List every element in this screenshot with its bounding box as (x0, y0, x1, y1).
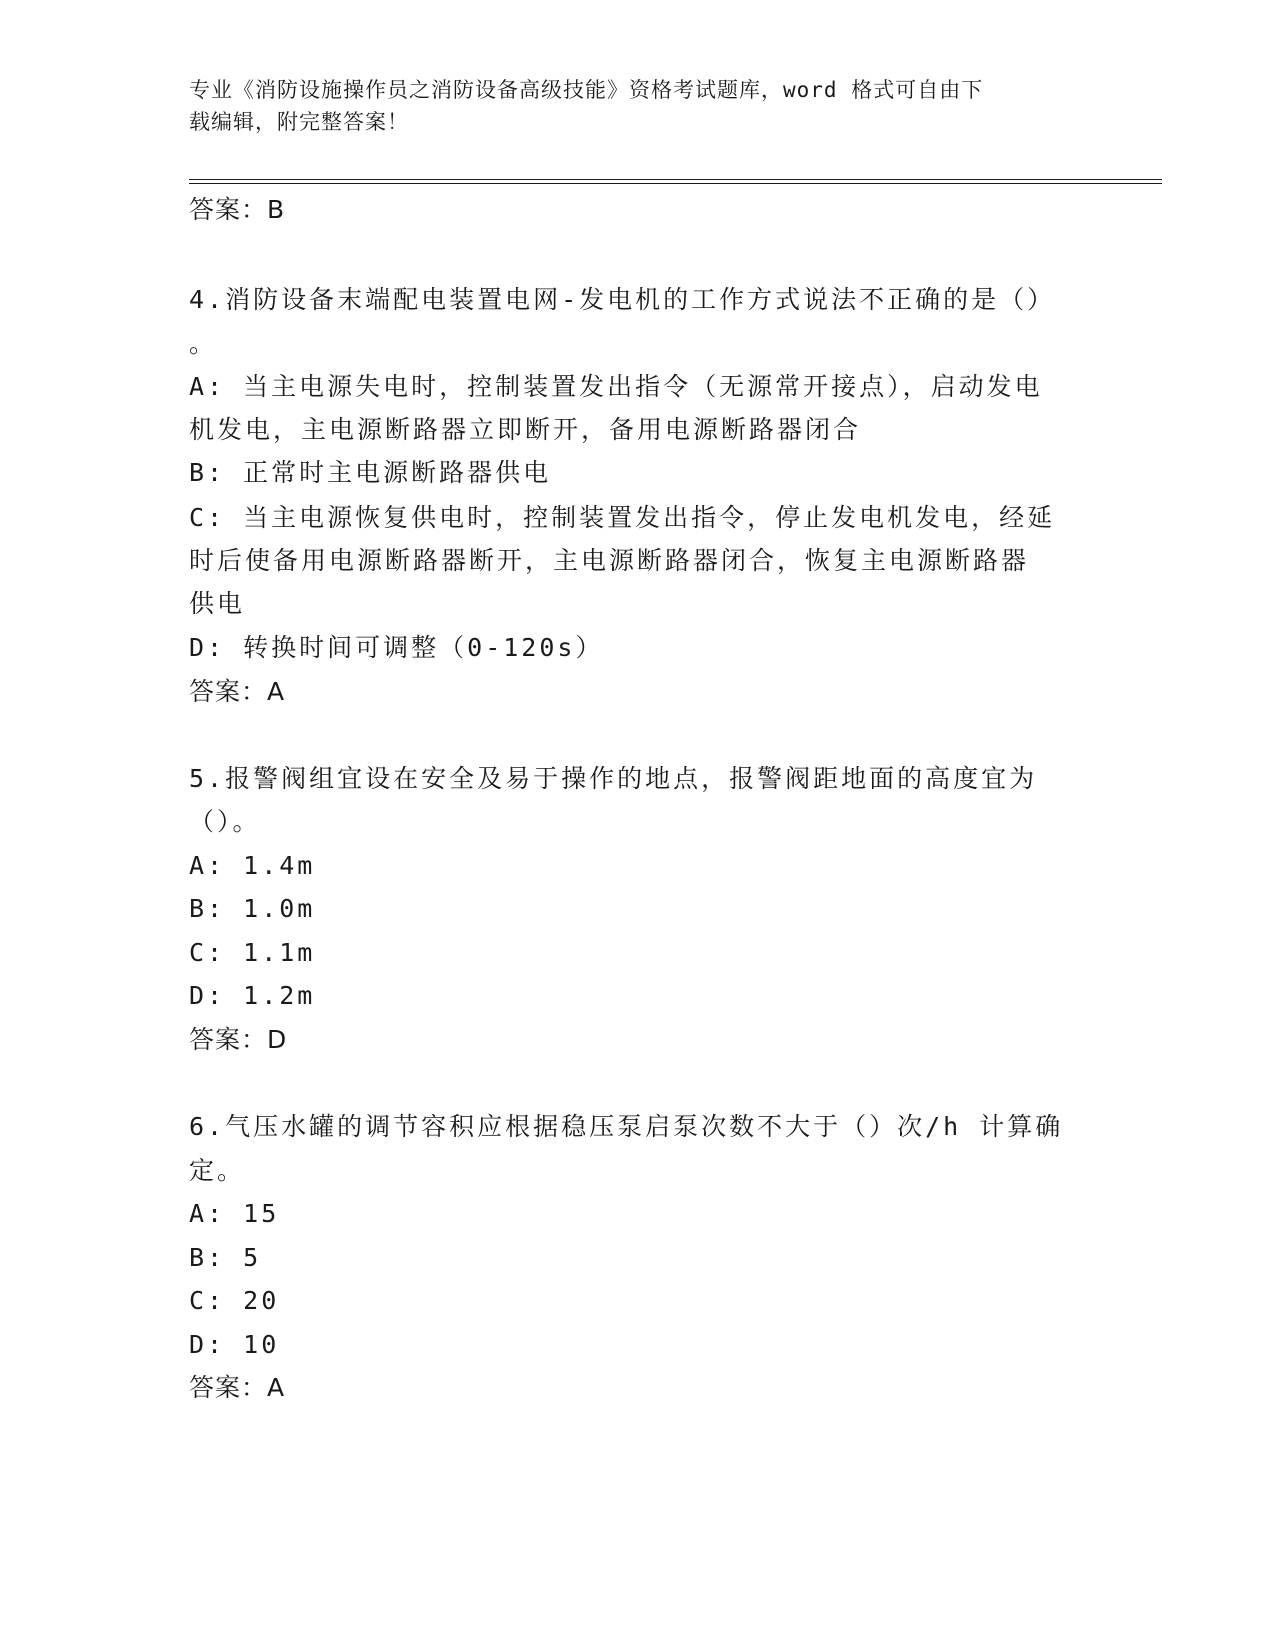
question-5-option-b: B: 1.0m (189, 894, 316, 923)
header-divider-bottom (189, 183, 1162, 184)
question-4-answer: 答案：A (189, 677, 286, 706)
question-6-answer: 答案：A (189, 1373, 286, 1402)
question-6-option-c: C: 20 (189, 1286, 280, 1315)
question-4-option-b: B: 正常时主电源断路器供电 (189, 458, 552, 487)
question-4-option-c-line-1: C: 当主电源恢复供电时，控制装置发出指令，停止发电机发电，经延 (189, 503, 1056, 532)
question-4-option-c-line-3: 供电 (189, 589, 246, 618)
question-5-answer: 答案：D (189, 1025, 288, 1054)
question-5-stem-line-1: 5.报警阀组宜设在安全及易于操作的地点，报警阀距地面的高度宜为 (189, 764, 1038, 793)
question-5-stem-line-2: （）。 (189, 807, 261, 836)
question-6-option-a: A: 15 (189, 1199, 280, 1228)
question-4-option-a-line-2: 机发电，主电源断路器立即断开，备用电源断路器闭合 (189, 415, 862, 444)
header-line-1: 专业《消防设施操作员之消防设备高级技能》资格考试题库，word 格式可自由下 (189, 78, 984, 102)
question-4-option-c-line-2: 时后使备用电源断路器断开，主电源断路器闭合，恢复主电源断路器 (189, 546, 1030, 575)
previous-answer: 答案：B (189, 195, 286, 224)
question-4-option-d: D: 转换时间可调整（0-120s） (189, 633, 604, 662)
document-header (189, 74, 1069, 138)
question-6-option-b: B: 5 (189, 1243, 262, 1272)
question-6-option-d: D: 10 (189, 1330, 280, 1359)
header-line-2: 载编辑，附完整答案！ (189, 110, 409, 134)
question-5-option-d: D: 1.2m (189, 981, 316, 1010)
question-4-option-a-line-1: A: 当主电源失电时，控制装置发出指令（无源常开接点），启动发电 (189, 372, 1043, 401)
question-6-stem-line-2: 定。 (189, 1156, 246, 1185)
header-divider-top (189, 179, 1162, 180)
question-5-option-a: A: 1.4m (189, 851, 316, 880)
question-4-stem-line-1: 4.消防设备末端配电装置电网-发电机的工作方式说法不正确的是（） (189, 285, 1056, 314)
question-4-stem-line-2: 。 (189, 329, 218, 358)
question-5-option-c: C: 1.1m (189, 938, 316, 967)
question-6-stem-line-1: 6.气压水罐的调节容积应根据稳压泵启泵次数不大于（）次/h 计算确 (189, 1112, 1064, 1141)
